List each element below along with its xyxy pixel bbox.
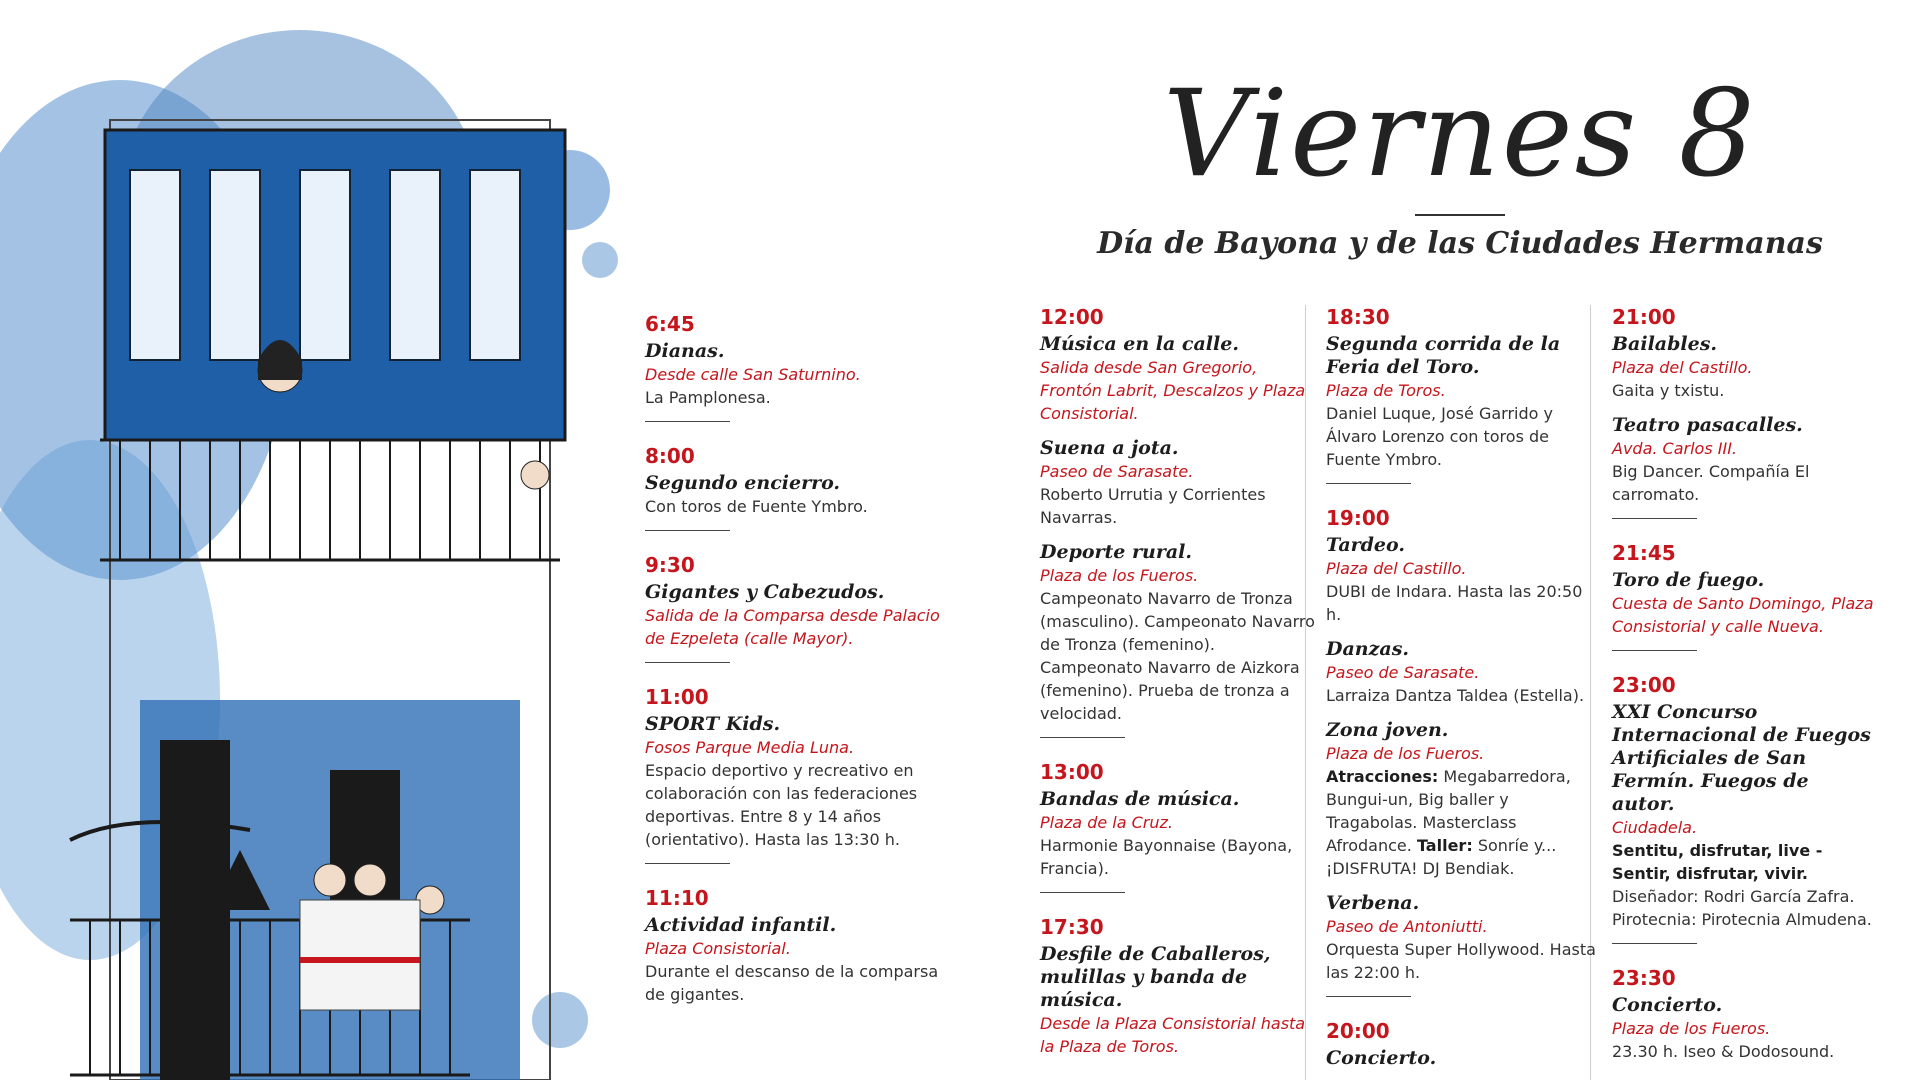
event-place: Plaza de la Cruz. — [1040, 813, 1173, 832]
event-description: Daniel Luque, José Garrido y Álvaro Lorenzo con toros de Fuente Ymbro. — [1326, 404, 1553, 469]
time-block — [645, 312, 945, 422]
event-description: Larraiza Dantza Taldea (Estella). — [1326, 686, 1585, 705]
event-place: Paseo de Sarasate. — [1040, 462, 1194, 481]
time-block — [645, 685, 945, 864]
event-title: Bailables. — [1612, 333, 1718, 355]
separator — [645, 662, 730, 663]
event-place: Plaza de los Fueros. — [1612, 1019, 1771, 1038]
separator — [645, 863, 730, 864]
event-title: Desfile de Caballeros, mulillas y banda de música. — [1040, 943, 1271, 1011]
event — [1040, 333, 1315, 425]
event-title: Música en la calle. — [1040, 333, 1239, 355]
event — [1326, 638, 1601, 707]
event-place: Paseo de Antoniutti. — [1326, 917, 1488, 936]
event-time: 23:30 — [1612, 966, 1676, 990]
event — [645, 914, 945, 1006]
time-block — [1040, 305, 1315, 738]
event-description: Big Dancer. Compañía El carromato. — [1612, 462, 1810, 504]
day-subtitle: Día de Bayona y de las Ciudades Hermanas — [1097, 226, 1823, 261]
event-place: Ciudadela. — [1612, 818, 1698, 837]
event-title: Deporte rural. — [1040, 541, 1192, 563]
event-title: Tardeo. — [1326, 534, 1405, 556]
time-block — [1612, 673, 1877, 944]
time-block — [1612, 305, 1877, 519]
event-description: Durante el descanso de la comparsa de gigantes. — [645, 962, 939, 1004]
event-time: 20:00 — [1326, 1019, 1390, 1043]
schedule-column-1 — [645, 312, 945, 1020]
event-place: Cuesta de Santo Domingo, Plaza Consistorial y calle Nueva. — [1612, 594, 1874, 636]
time-block — [645, 553, 945, 663]
event-place: Plaza del Castillo. — [1612, 358, 1753, 377]
event-place: Fosos Parque Media Luna. — [645, 738, 855, 757]
event-description — [1326, 765, 1601, 880]
separator — [1612, 650, 1697, 651]
event-place: Salida de la Comparsa desde Palacio de Ezpeleta (calle Mayor). — [645, 606, 940, 648]
time-block — [1326, 506, 1601, 997]
event-title: Dianas. — [645, 340, 725, 362]
event — [645, 713, 945, 851]
separator — [1326, 996, 1411, 997]
event-description — [1612, 839, 1877, 931]
event — [1326, 534, 1601, 626]
event-place: Plaza del Castillo. — [1326, 559, 1467, 578]
event-title: Verbena. — [1326, 892, 1420, 914]
event-description: Orquesta Super Hollywood. Hasta las 22:00 h. — [1326, 940, 1596, 982]
event-description: Espacio deportivo y recreativo en colaboración con las federaciones deportivas. Entre 8 y 14 años (orientativo). Hasta las 13:30 h. — [645, 761, 918, 849]
event-time: 13:00 — [1040, 760, 1104, 784]
event-title: Concierto. — [1326, 1047, 1437, 1069]
event-title: Suena a jota. — [1040, 437, 1179, 459]
day-title: Viernes 8 — [1163, 65, 1757, 204]
event-place: Salida desde San Gregorio, Frontón Labrit, Descalzos y Plaza Consistorial. — [1040, 358, 1306, 423]
separator — [1326, 483, 1411, 484]
separator — [1040, 892, 1125, 893]
time-block — [645, 444, 945, 531]
event-title: Bandas de música. — [1040, 788, 1240, 810]
event-time: 6:45 — [645, 312, 695, 336]
event-description: La Pamplonesa. — [645, 388, 771, 407]
event — [1612, 333, 1877, 402]
event-description: DUBI de Indara. Hasta las 20:50 h. — [1326, 582, 1583, 624]
schedule-column-2 — [1040, 305, 1315, 1072]
event-description-bold: Sentitu, disfrutar, live - Sentir, disfrutar, vivir. — [1612, 841, 1823, 883]
time-block — [645, 886, 945, 1006]
event — [645, 472, 945, 518]
event-title: Segundo encierro. — [645, 472, 841, 494]
event-time: 21:00 — [1612, 305, 1676, 329]
event-place: Plaza de Toros. — [1326, 381, 1446, 400]
event-title: Zona joven. — [1326, 719, 1449, 741]
event-time: 17:30 — [1040, 915, 1104, 939]
time-block — [1040, 915, 1315, 1058]
event-time: 8:00 — [645, 444, 695, 468]
event-description: Campeonato Navarro de Tronza (masculino). Campeonato Navarro de Tronza (femenino). Campeonato Navarro de Aizkora (femenino). Prueba de tronza a velocidad. — [1040, 589, 1315, 723]
event-place: Plaza Consistorial. — [645, 939, 791, 958]
event-description: Harmonie Bayonnaise (Bayona, Francia). — [1040, 836, 1293, 878]
event-place: Desde calle San Saturnino. — [645, 365, 861, 384]
event — [1040, 943, 1315, 1058]
schedule-column-4 — [1612, 305, 1877, 1077]
event-title: Gigantes y Cabezudos. — [645, 581, 885, 603]
balcony-illustration — [0, 0, 640, 1080]
event-description-text: Sonríe y... ¡DISFRUTA! DJ Bendiak. — [1326, 836, 1557, 878]
event — [1326, 719, 1601, 880]
event-time: 9:30 — [645, 553, 695, 577]
event-title: Danzas. — [1326, 638, 1410, 660]
time-block — [1040, 760, 1315, 893]
event-title: XXI Concurso Internacional de Fuegos Artificiales de San Fermín. Fuegos de autor. — [1612, 701, 1871, 815]
event-title: Teatro pasacalles. — [1612, 414, 1803, 436]
schedule-column-3 — [1326, 305, 1601, 1084]
event-time: 11:10 — [645, 886, 709, 910]
day-header — [1040, 65, 1880, 261]
event-description-text: Diseñador: Rodri García Zafra. Pirotecnia: Pirotecnia Almudena. — [1612, 887, 1872, 929]
title-divider — [1415, 214, 1505, 216]
event-description: Roberto Urrutia y Corrientes Navarras. — [1040, 485, 1266, 527]
time-block — [1612, 966, 1877, 1063]
event-description-bold: Taller: — [1416, 836, 1473, 855]
time-block — [1612, 541, 1877, 651]
event-time: 21:45 — [1612, 541, 1676, 565]
time-block — [1326, 305, 1601, 484]
event — [645, 340, 945, 409]
separator — [1040, 737, 1125, 738]
event — [1040, 541, 1315, 725]
event-description: Con toros de Fuente Ymbro. — [645, 497, 868, 516]
event-description: Gaita y txistu. — [1612, 381, 1725, 400]
event — [1326, 1047, 1601, 1070]
event-description: 23.30 h. Iseo & Dodosound. — [1612, 1042, 1835, 1061]
event — [645, 581, 945, 650]
event-title: SPORT Kids. — [645, 713, 781, 735]
event-title: Toro de fuego. — [1612, 569, 1765, 591]
separator — [1612, 943, 1697, 944]
time-block — [1326, 1019, 1601, 1070]
separator — [645, 530, 730, 531]
event — [1040, 788, 1315, 880]
event — [1612, 414, 1877, 506]
event — [1326, 892, 1601, 984]
event-title: Actividad infantil. — [645, 914, 837, 936]
event-place: Plaza de los Fueros. — [1040, 566, 1199, 585]
event — [1040, 437, 1315, 529]
separator — [1612, 518, 1697, 519]
event-time: 23:00 — [1612, 673, 1676, 697]
event — [1612, 994, 1877, 1063]
event-description-text: Megabarredora, Bungui-un, Big baller y Tragabolas. Masterclass Afrodance. — [1326, 767, 1571, 855]
event-time: 18:30 — [1326, 305, 1390, 329]
event-time: 12:00 — [1040, 305, 1104, 329]
event-time: 19:00 — [1326, 506, 1390, 530]
event-place: Plaza de los Fueros. — [1326, 744, 1485, 763]
event — [1326, 333, 1601, 471]
event-title: Segunda corrida de la Feria del Toro. — [1326, 333, 1561, 378]
separator — [645, 421, 730, 422]
event-description-bold: Atracciones: — [1326, 767, 1439, 786]
event — [1612, 701, 1877, 931]
event — [1612, 569, 1877, 638]
event-place: Desde la Plaza Consistorial hasta la Plaza de Toros. — [1040, 1014, 1306, 1056]
event-title: Concierto. — [1612, 994, 1723, 1016]
event-place: Paseo de Sarasate. — [1326, 663, 1480, 682]
event-time: 11:00 — [645, 685, 709, 709]
event-place: Avda. Carlos III. — [1612, 439, 1737, 458]
